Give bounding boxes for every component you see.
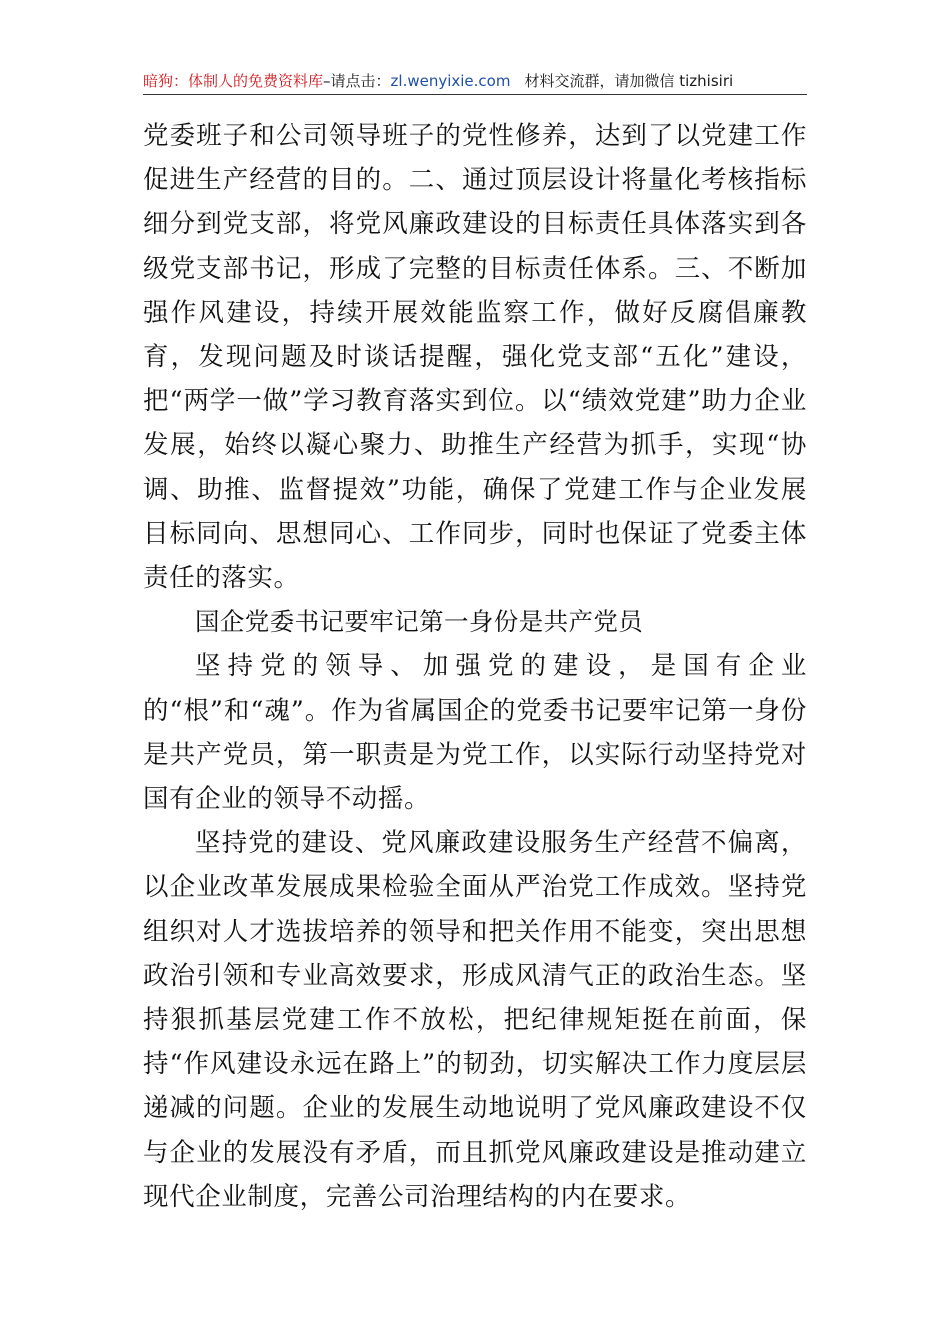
document-body [143, 114, 807, 1219]
header-url-link[interactable]: zl.wenyixie.com [390, 72, 511, 90]
page-header [143, 70, 807, 95]
paragraph: 坚持党的领导、加强党的建设，是国有企业的“根”和“魂”。作为省属国企的党委书记要牢记第一身份是共产党员，第一职责是为党工作，以实际行动坚持党对国有企业的领导不动摇。 [143, 651, 807, 815]
header-prompt: –请点击： [323, 72, 391, 90]
paragraph: 坚持党的建设、党风廉政建设服务生产经营不偏离，以企业改革发展成果检验全面从严治党工作成效。坚持党组织对人才选拔培养的领导和把关作用不能变，突出思想政治引领和专业高效要求，形成风清气正的政治生态。坚持狠抓基层党建工作不放松，把纪律规矩挺在前面，保持“作风建设永远在路上”的韧劲，切实解决工作力度层层递减的问题。企业的发展生动地说明了党风廉政建设不仅与企业的发展没有矛盾，而且抓党风廉政建设是推动建立现代企业制度，完善公司治理结构的内在要求。 [143, 828, 807, 1212]
header-brand: 暗狗：体制人的免费资料库 [143, 72, 324, 90]
paragraph-continued: 党委班子和公司领导班子的党性修养，达到了以党建工作促进生产经营的目的。二、通过顶层设计将量化考核指标细分到党支部，将党风廉政建设的目标责任具体落实到各级党支部书记，形成了完整的目标责任体系。三、不断加强作风建设，持续开展效能监察工作，做好反腐倡廉教育，发现问题及时谈话提醒，强化党支部“五化”建设，把“两学一做”学习教育落实到位。以“绩效党建”助力企业发展，始终以凝心聚力、助推生产经营为抓手，实现“协调、助推、监督提效”功能，确保了党建工作与企业发展目标同向、思想同心、工作同步，同时也保证了党委主体责任的落实。 [143, 121, 807, 594]
header-contact: 材料交流群，请加微信 tizhisiri [524, 72, 734, 90]
section-heading: 国企党委书记要牢记第一身份是共产党员 [195, 607, 644, 637]
